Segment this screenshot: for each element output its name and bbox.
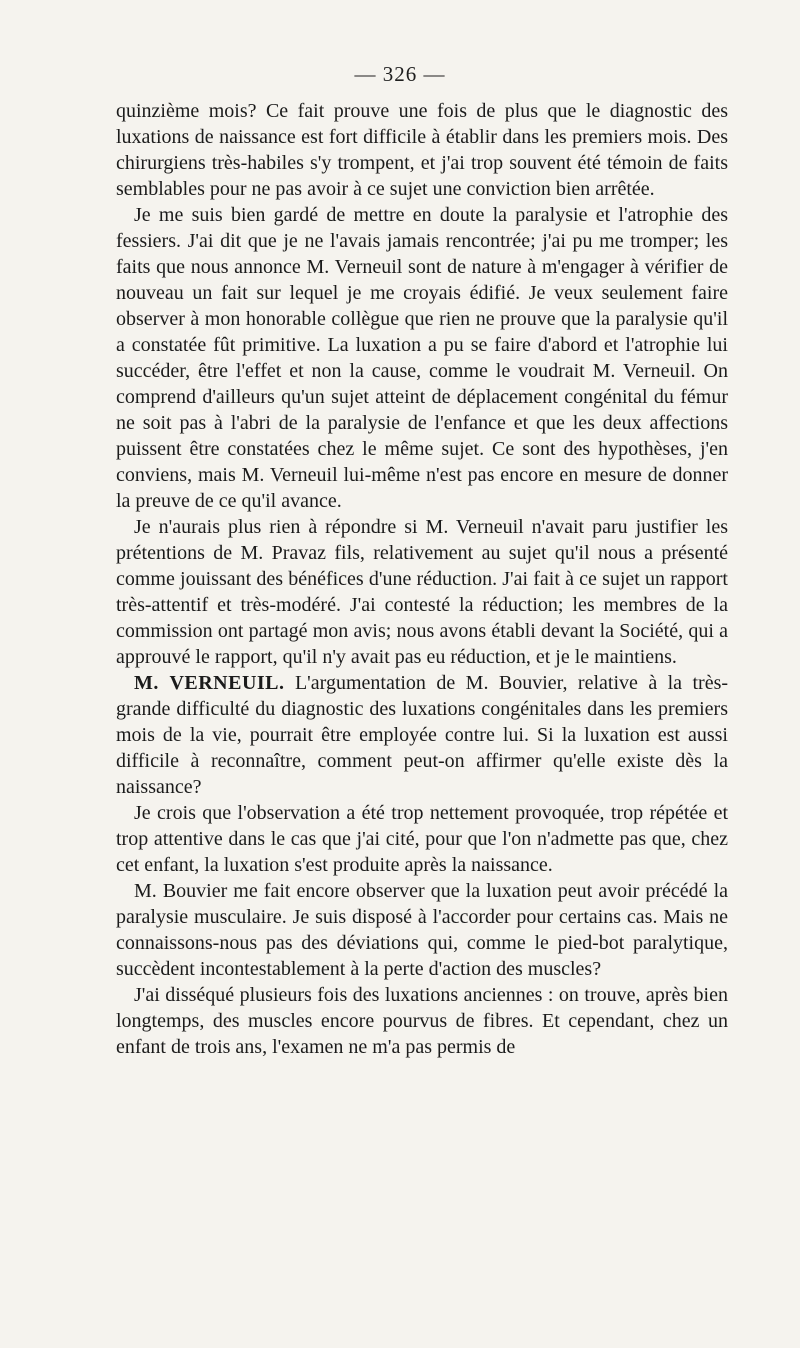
paragraph-4-text: L'argumentation de M. Bouvier, relative à la très-grande difficulté du diagnostic des luxations congénitales dans les premiers mois de la vie, pourrait être employée contre lui. Si la luxation est aussi difficile à reconnaître, comment peut-on affirmer qu'elle existe dès la naissance? [116, 672, 729, 798]
paragraph-1: quinzième mois? Ce fait prouve une fois de plus que le diagnostic des luxations de naissance est fort difficile à établir dans les premiers mois. Des chirurgiens très-habiles s'y trompent, et j'ai trop souvent été témoin de faits semblables pour ne pas avoir à ce sujet une conviction bien arrêtée. [116, 100, 728, 200]
paragraph-4 [116, 670, 728, 800]
paragraph-7: J'ai disséqué plusieurs fois des luxations anciennes : on trouve, après bien longtemps, des muscles encore pourvus de fibres. Et cependant, chez un enfant de trois ans, l'examen ne m'a pas permis de [116, 984, 728, 1058]
paragraph-2: Je me suis bien gardé de mettre en doute la paralysie et l'atrophie des fessiers. J'ai dit que je ne l'avais jamais rencontrée; j'ai pu me tromper; les faits que nous annonce M. Verneuil sont de nature à m'engager à vérifier de nouveau un fait sur lequel je me croyais édifié. Je veux seulement faire observer à mon honorable collègue que rien ne prouve que la paralysie qu'il a constatée fût primitive. La luxation a pu se faire d'abord et l'atrophie lui succéder, être l'effet et non la cause, comme le voudrait M. Verneuil. On comprend d'ailleurs qu'un sujet atteint de déplacement congénital du fémur ne soit pas à l'abri de la paralysie de l'enfance et que les deux affections puissent être constatées chez le même sujet. Ce sont des hypothèses, j'en conviens, mais M. Verneuil lui-même n'est pas encore en mesure de donner la preuve de ce qu'il avance. [116, 204, 728, 512]
paragraph-3: Je n'aurais plus rien à répondre si M. Verneuil n'avait paru justifier les prétentions de M. Pravaz fils, relativement au sujet qu'il nous a présenté comme jouissant des bénéfices d'une réduction. J'ai fait à ce sujet un rapport très-attentif et très-modéré. J'ai contesté la réduction; les membres de la commission ont partagé mon avis; nous avons établi devant la Société, qui a approuvé le rapport, qu'il n'y avait pas eu réduction, et je le maintiens. [116, 516, 728, 668]
body-text [116, 98, 728, 1060]
paragraph-6: M. Bouvier me fait encore observer que la luxation peut avoir précédé la paralysie musculaire. Je suis disposé à l'accorder pour certains cas. Mais ne connaissons-nous pas des déviations qui, comme le pied-bot paralytique, succèdent incontestablement à la perte d'action des muscles? [116, 880, 728, 980]
paragraph-5: Je crois que l'observation a été trop nettement provoquée, trop répétée et trop attentive dans le cas que j'ai cité, pour que l'on n'admette pas que, chez cet enfant, la luxation s'est produite après la naissance. [116, 802, 728, 876]
page-number: — 326 — [354, 62, 446, 86]
speaker-label: M. VERNEUIL. [134, 672, 285, 694]
